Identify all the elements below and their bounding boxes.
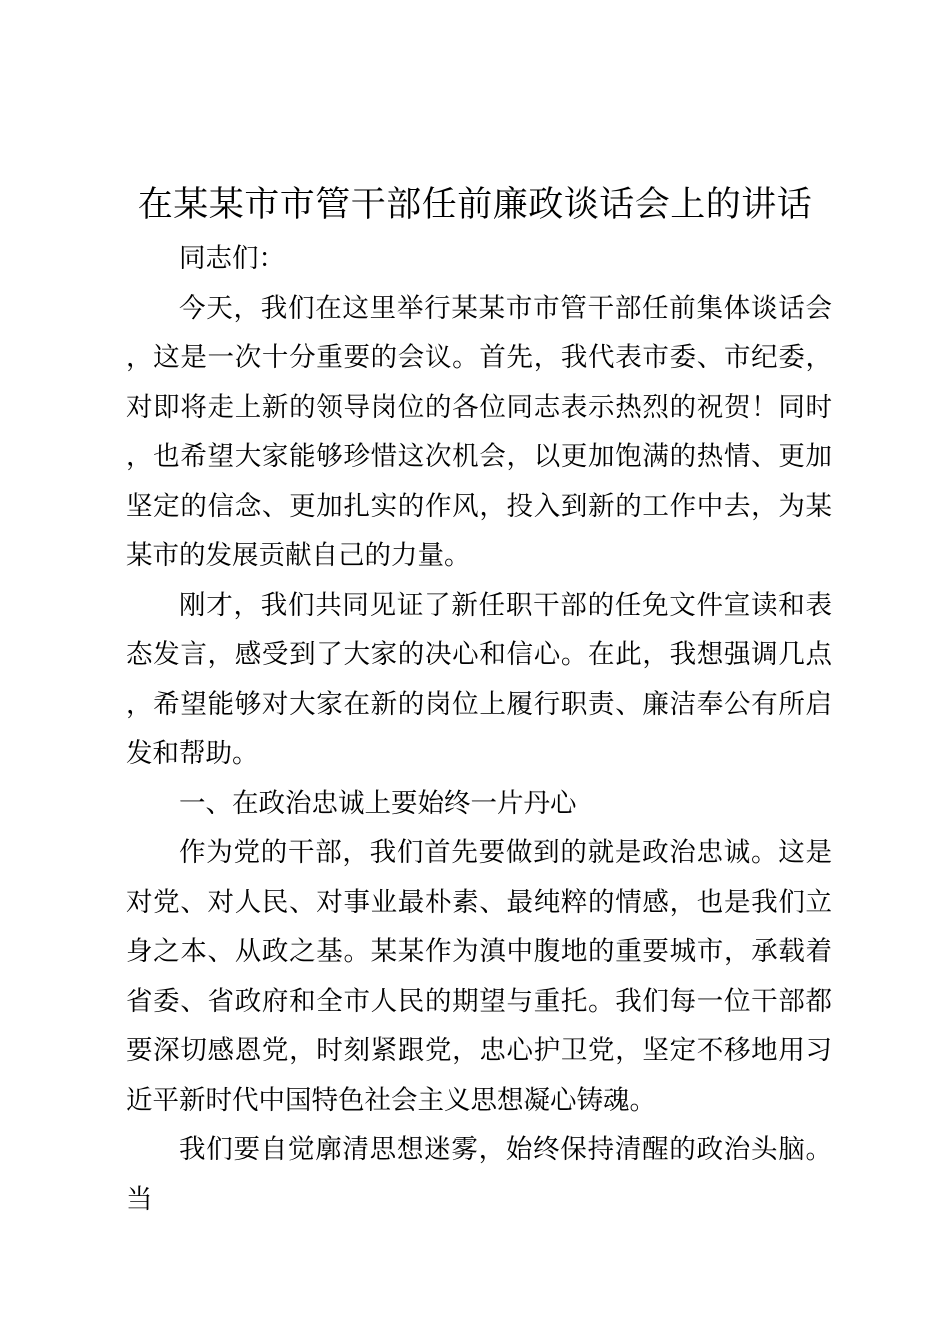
- paragraph-opening: 今天，我们在这里举行某某市市管干部任前集体谈话会，这是一次十分重要的会议。首先，我代表市委、市纪委，对即将走上新的领导岗位的各位同志表示热烈的祝贺！同时，也希望大家能够珍惜这次机会，以更加饱满的热情、更加坚定的信念、更加扎实的作风，投入到新的工作中去，为某某市的发展贡献自己的力量。: [126, 292, 832, 571]
- document-body: [126, 234, 832, 1224]
- section-heading: 一、在政治忠诚上要始终一片丹心: [179, 787, 577, 819]
- paragraph-section-2: 我们要自觉廓清思想迷雾，始终保持清醒的政治头脑。当: [126, 1134, 832, 1215]
- paragraph-intro: 刚才，我们共同见证了新任职干部的任免文件宣读和表态发言，感受到了大家的决心和信心。在此，我想强调几点，希望能够对大家在新的岗位上履行职责、廉洁奉公有所启发和帮助。: [126, 589, 832, 769]
- greeting: 同志们：: [179, 243, 285, 274]
- document-title: 在某某市市管干部任前廉政谈话会上的讲话: [137, 185, 813, 225]
- paragraph-section-1: 作为党的干部，我们首先要做到的就是政治忠诚。这是对党、对人民、对事业最朴素、最纯粹的情感，也是我们立身之本、从政之基。某某作为滇中腹地的重要城市，承载着省委、省政府和全市人民的期望与重托。我们每一位干部都要深切感恩党，时刻紧跟党，忠心护卫党，坚定不移地用习近平新时代中国特色社会主义思想凝心铸魂。: [126, 837, 832, 1116]
